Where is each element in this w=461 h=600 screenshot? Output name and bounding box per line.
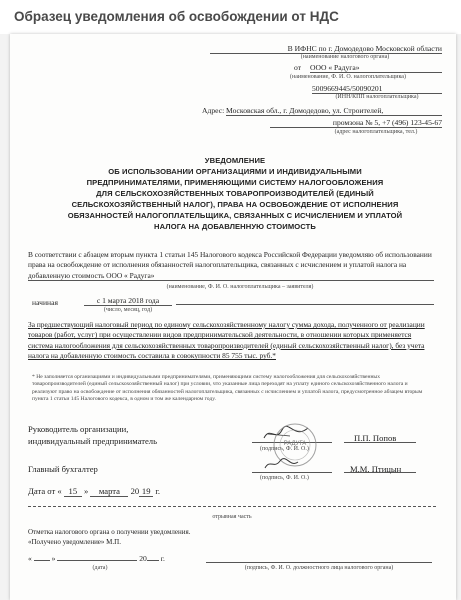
- address-label: Адрес:: [202, 106, 225, 115]
- accountant-label: Главный бухгалтер: [28, 464, 98, 474]
- org-field: ООО « Радуга»: [310, 63, 442, 73]
- accountant-signature-caption: (подпись, Ф. И. О.): [260, 475, 309, 481]
- date-month: марта: [90, 486, 128, 497]
- start-label: начиная: [32, 298, 58, 307]
- ifns-caption: (наименование налогового органа): [300, 54, 390, 60]
- applicant-caption: (наименование, Ф. И. О. налогоплательщика – заявителя): [166, 284, 314, 290]
- date-year-prefix: 20: [130, 486, 140, 496]
- date-suffix: г.: [155, 486, 161, 496]
- notice-title-line: ОБЯЗАННОСТЕЙ НАЛОГОПЛАТЕЛЬЩИКА, СВЯЗАННЫХ С ИСЧИСЛЕНИЕМ И УПЛАТОЙ: [67, 211, 403, 220]
- date-row: [28, 486, 160, 497]
- receipt-date-day: [34, 560, 50, 561]
- inn-caption: (ИНН/КПП налогоплательщика): [335, 94, 419, 100]
- notice-title-line: НАЛОГА НА ДОБАВЛЕННУЮ СТОИМОСТЬ: [154, 222, 316, 231]
- ifns-field: В ИФНС по г. Домодедово Московской области: [210, 44, 442, 54]
- receipt-date-prefix: «: [28, 554, 32, 563]
- start-date-field: с 1 марта 2018 года: [84, 296, 172, 306]
- address-line-2: промзона № 5, +7 (496) 123-45-67: [270, 118, 442, 128]
- paragraph-1: В соответствии с абзацем вторым пункта 1 статьи 145 Налогового кодекса Российской Федерации уведомляю об использовании права на освобождение от исполнения обязанностей налогоплательщика, связанных с исчислением и уплатой налога на добавленную стоимость ООО « Радуга»: [28, 250, 432, 280]
- underline: [28, 280, 434, 281]
- paragraph-2: За предшествующий налоговый период по единому сельскохозяйственному налогу сумма дохода, полученного от реализации товаров (работ, услуг) при осуществлении видов предпринимательской деятельности, в отношении которых применяется система налогообложения для сельскохозяйственных товаропроизводителей (единый сельскохозяйственный налог), без учета налога на добавленную стоимость составила в совокупности 85 755 тыс. руб.*: [28, 320, 425, 361]
- head-label-2: индивидуальный предприниматель: [28, 436, 158, 446]
- receipt-date-year: 20: [139, 554, 147, 563]
- underline: [176, 304, 434, 305]
- date-day: 15: [64, 486, 82, 497]
- tear-off-line: [28, 506, 436, 507]
- receipt-line-2: «Получено уведомление» М.П.: [28, 538, 121, 546]
- notice-title-line: ОБ ИСПОЛЬЗОВАНИИ ОРГАНИЗАЦИЯМИ И ИНДИВИДУАЛЬНЫМИ: [108, 167, 362, 176]
- receipt-line-1: Отметка налогового органа о получении уведомления.: [28, 528, 191, 536]
- underline: [206, 562, 432, 563]
- head-name: П.П. Попов: [354, 433, 397, 443]
- receipt-date-month: [57, 560, 137, 561]
- page-title: Образец уведомления об освобождении от НДС: [0, 0, 461, 34]
- receipt-date-caption: (дата): [92, 565, 108, 571]
- head-signature-caption: (подпись, Ф. И. О.): [260, 446, 309, 452]
- inn-field: 5009669445/50090201: [312, 84, 442, 94]
- notice-title-block: [50, 155, 420, 232]
- underline: [252, 472, 332, 473]
- date-mid: »: [83, 486, 89, 496]
- date-year: 19: [139, 486, 153, 497]
- footnote: * Не заполняется организациями и индивидуальными предпринимателями, применяющими систему налогообложения для сельскохозяйственных товаропроизводителей (единый сельскохозяйственный налог) при условии, что указанные лица переходят на уплату единого сельскохозяйственного налога и реализуют право на освобождение от исполнения обязанностей налогоплательщика, связанных с исчислением и уплатой налога, предусмотренное абзацем вторым пункта 1 статьи 145 Налогового кодекса, в одном и том же календарном году.: [32, 374, 423, 403]
- stamp-text: РАДУГА: [283, 441, 307, 447]
- receipt-date-row: [28, 554, 165, 563]
- official-caption: (подпись, Ф. И. О. должностного лица налогового органа): [244, 565, 394, 571]
- address-line-1: Московская обл., г. Домодедово, ул. Строителей,: [226, 106, 442, 116]
- notice-title-line: СЕЛЬСКОХОЗЯЙСТВЕННЫЙ НАЛОГ), ПРАВА НА ОСВОБОЖДЕНИЕ ОТ ИСПОЛНЕНИЯ: [71, 200, 399, 209]
- accountant-signature: [262, 456, 302, 472]
- notice-title: УВЕДОМЛЕНИЕ: [204, 156, 266, 165]
- receipt-date-suffix: г.: [160, 554, 165, 563]
- notice-title-line: ДЛЯ СЕЛЬСКОХОЗЯЙСТВЕННЫХ ТОВАРОПРОИЗВОДИТЕЛЕЙ (ЕДИНЫЙ: [96, 189, 374, 198]
- receipt-date-mid: »: [51, 554, 56, 563]
- head-label-1: Руководитель организации,: [28, 424, 129, 434]
- from-label: от: [294, 63, 302, 72]
- receipt-date-year-blank: [147, 560, 159, 561]
- notice-document: [10, 34, 456, 600]
- address-caption: (адрес налогоплательщика, тел.): [334, 129, 418, 135]
- notice-title-line: ПРЕДПРИНИМАТЕЛЯМИ, ПРИМЕНЯЮЩИМИ СИСТЕМУ НАЛОГООБЛОЖЕНИЯ: [86, 178, 384, 187]
- date-prefix: Дата от «: [28, 486, 62, 496]
- tear-off-label: отрывная часть: [212, 514, 252, 520]
- org-caption: (наименование, Ф. И. О. налогоплательщика): [290, 74, 406, 80]
- start-date-caption: (число, месяц, год): [103, 307, 153, 313]
- accountant-name: М.М. Птицын: [350, 464, 402, 474]
